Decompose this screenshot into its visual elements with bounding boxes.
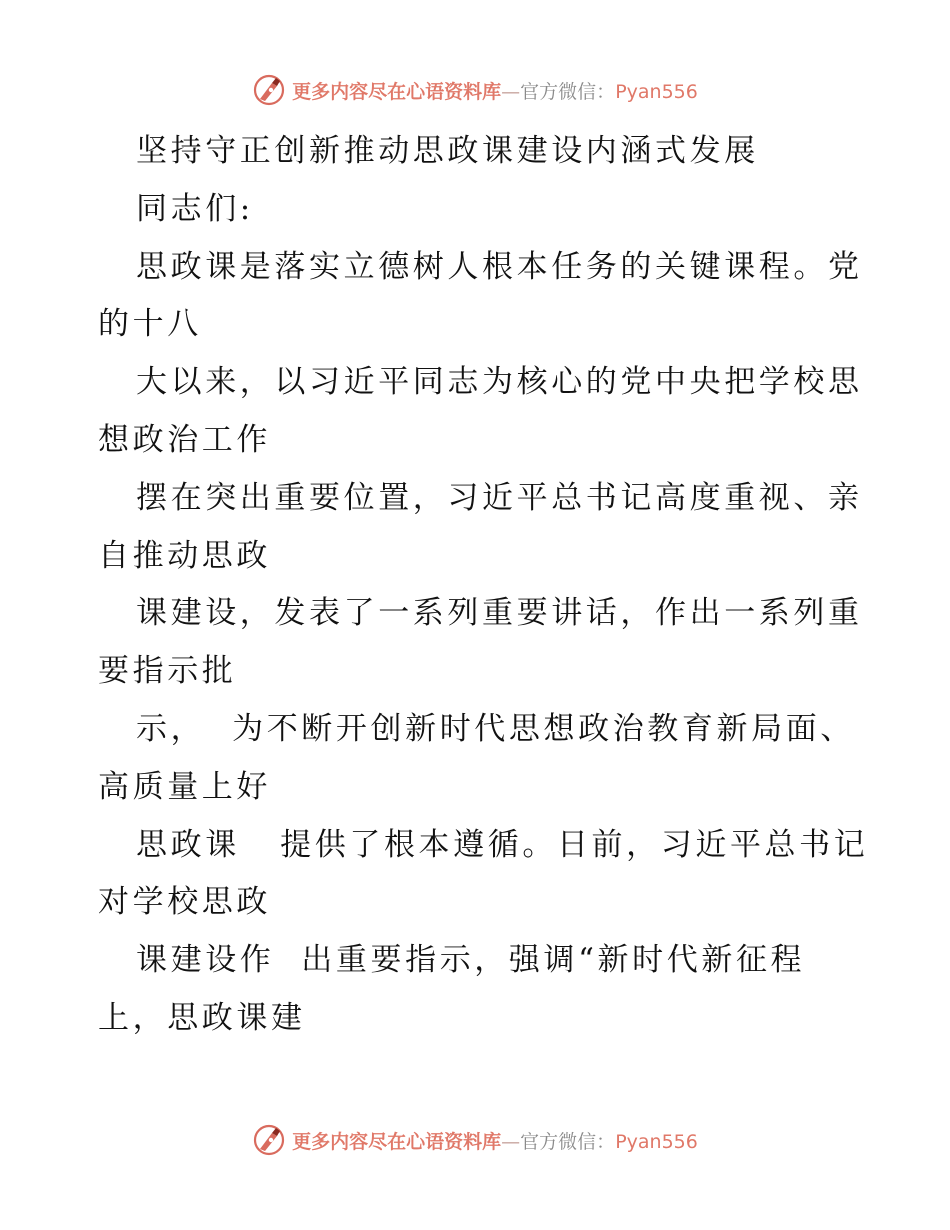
document-body	[98, 123, 869, 1048]
paragraph-line: 高质量上好	[98, 768, 271, 805]
watermark-dash: —	[501, 80, 521, 103]
paragraph-line: 自推动思政	[98, 537, 271, 574]
paragraph-line: 课建设，发表了一系列重要讲话，作出一系列重	[136, 595, 863, 632]
paragraph-line: 摆在突出重要位置，习近平总书记高度重视、亲	[136, 479, 863, 516]
paragraph-line: 思政课是落实立德树人根本任务的关键课程。党	[136, 248, 863, 285]
paragraph-line: 示， 为不断开创新时代思想政治教育新局面、	[136, 710, 855, 747]
document-title: 坚持守正创新推动思政课建设内涵式发展	[136, 133, 759, 169]
footer-watermark	[0, 1120, 950, 1160]
paragraph-line: 思政课 提供了根本遵循。日前，习近平总书记	[136, 826, 869, 863]
watermark-brand: 更多内容尽在心语资料库	[292, 1130, 502, 1153]
pen-nib-logo-icon	[252, 1123, 286, 1157]
pen-nib-logo-icon	[252, 73, 286, 107]
header-watermark	[0, 70, 950, 110]
paragraph-line: 大以来，以习近平同志为核心的党中央把学校思	[136, 364, 863, 401]
watermark-handle: Pyan556	[615, 80, 698, 103]
watermark-text	[292, 1127, 698, 1154]
watermark-text	[292, 77, 698, 104]
watermark-official: 官方微信：	[520, 1130, 616, 1153]
watermark-dash: —	[501, 1130, 521, 1153]
paragraph-line: 课建设作 出重要指示，强调“新时代新征程	[136, 942, 806, 979]
paragraph-line: 上，思政课建	[98, 999, 306, 1036]
paragraph-line: 同志们:	[136, 190, 254, 227]
watermark-brand: 更多内容尽在心语资料库	[292, 80, 502, 103]
watermark-handle: Pyan556	[615, 1130, 698, 1153]
watermark-official: 官方微信：	[520, 80, 616, 103]
paragraph-line: 对学校思政	[98, 884, 271, 921]
paragraph-line: 要指示批	[98, 653, 237, 690]
paragraph-line: 想政治工作	[98, 421, 271, 458]
paragraph-line: 的十八	[98, 306, 202, 343]
